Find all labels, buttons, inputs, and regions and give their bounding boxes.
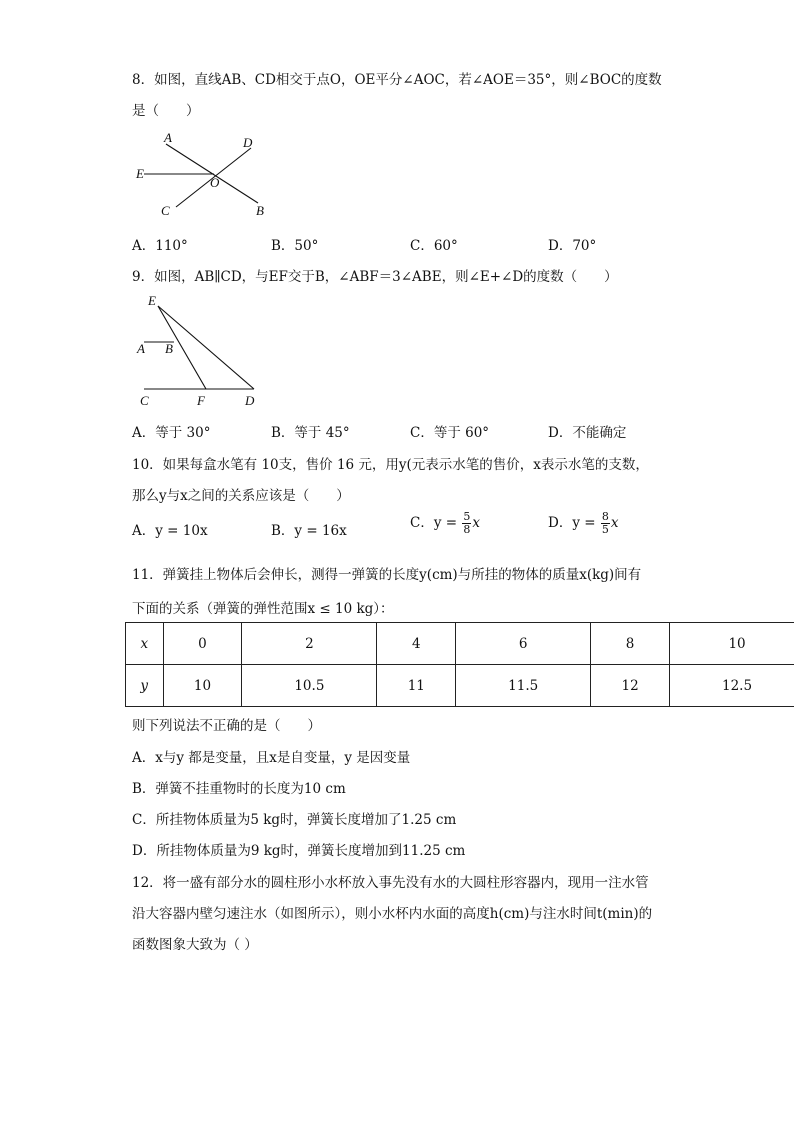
table-header-x: x xyxy=(126,623,164,665)
q10-option-d-denominator: 5 xyxy=(601,523,609,536)
table-cell: 2 xyxy=(242,623,377,665)
q8-label-e: E xyxy=(136,166,144,181)
q10-option-c xyxy=(410,511,480,536)
table-cell: 8 xyxy=(591,623,670,665)
q12-stem-line3: 函数图象大致为（ ） xyxy=(132,937,258,953)
q11-option-a: A．x与y 都是变量，且x是自变量，y 是因变量 xyxy=(132,750,411,766)
q11-prompt: 则下列说法不正确的是（ ） xyxy=(132,718,321,734)
q9-option-a: A．等于 30° xyxy=(132,425,211,441)
q10-option-d-fraction xyxy=(601,511,610,536)
q11-stem-line2: 下面的关系（弹簧的弹性范围x ≤ 10 kg）： xyxy=(132,601,394,617)
q11-option-b: B．弹簧不挂重物时的长度为10 cm xyxy=(132,781,346,797)
q9-label-d: D xyxy=(245,393,255,408)
q10-option-d xyxy=(548,511,618,536)
table-header-y: y xyxy=(126,665,164,707)
q9-label-f: F xyxy=(197,393,205,408)
q8-option-d: D．70° xyxy=(548,238,597,254)
table-cell: 12.5 xyxy=(670,665,794,707)
q9-figure xyxy=(132,292,272,412)
q11-option-c: C．所挂物体质量为5 kg时，弹簧长度增加了1.25 cm xyxy=(132,812,457,828)
q8-option-a: A．110° xyxy=(132,238,188,254)
q9-label-c: C xyxy=(140,393,149,408)
q9-stem: 9．如图，AB∥CD，与EF交于B，∠ABF＝3∠ABE，则∠E+∠D的度数（ ） xyxy=(132,269,618,285)
q9-option-b: B．等于 45° xyxy=(271,425,350,441)
q10-stem-line2: 那么y与x之间的关系应该是（ ） xyxy=(132,488,350,504)
q8-stem-line2: 是（ ） xyxy=(132,103,200,119)
table-cell: 10.5 xyxy=(242,665,377,707)
q10-option-d-prefix: D．y = xyxy=(548,515,596,531)
q8-figure xyxy=(130,128,280,223)
q10-option-c-fraction xyxy=(462,511,471,536)
table-row-y xyxy=(126,665,794,707)
q8-label-c: C xyxy=(161,203,170,218)
q10-option-d-suffix: x xyxy=(610,515,619,531)
q9-label-e: E xyxy=(148,293,156,308)
q9-label-b: B xyxy=(165,341,173,356)
q10-option-c-numerator: 5 xyxy=(463,510,471,523)
q8-label-a: A xyxy=(164,130,172,145)
q8-label-o: O xyxy=(210,175,220,190)
table-cell: 10 xyxy=(670,623,794,665)
q9-option-c: C．等于 60° xyxy=(410,425,490,441)
table-row-x xyxy=(126,623,794,665)
table-cell: 12 xyxy=(591,665,670,707)
q8-stem-line1: 8．如图，直线AB、CD相交于点O，OE平分∠AOC，若∠AOE＝35°，则∠BOC的度数 xyxy=(132,72,662,88)
q8-label-b: B xyxy=(256,203,264,218)
q12-stem-line1: 12．将一盛有部分水的圆柱形小水杯放入事先没有水的大圆柱形容器内，现用一注水管 xyxy=(132,875,649,891)
q11-stem-line1: 11．弹簧挂上物体后会伸长，测得一弹簧的长度y(cm)与所挂的物体的质量x(kg)间有 xyxy=(132,567,642,583)
q8-option-c: C．60° xyxy=(410,238,458,254)
q10-option-c-denominator: 8 xyxy=(463,523,471,536)
q8-option-b: B．50° xyxy=(271,238,319,254)
table-cell: 6 xyxy=(456,623,591,665)
q11-option-d: D．所挂物体质量为9 kg时，弹簧长度增加到11.25 cm xyxy=(132,843,466,859)
q10-stem-line1: 10．如果每盒水笔有 10支，售价 16 元，用y(元表示水笔的售价，x表示水笔的支数， xyxy=(132,457,649,473)
table-cell: 4 xyxy=(377,623,456,665)
table-cell: 11 xyxy=(377,665,456,707)
q12-stem-line2: 沿大容器内壁匀速注水（如图所示），则小水杯内水面的高度h(cm)与注水时间t(min)的 xyxy=(132,906,653,922)
q10-option-c-prefix: C．y = xyxy=(410,515,458,531)
q10-option-b: B．y = 16x xyxy=(271,523,347,539)
q10-option-c-suffix: x xyxy=(472,515,480,531)
table-cell: 11.5 xyxy=(456,665,591,707)
q10-option-a: A．y = 10x xyxy=(132,523,208,539)
q10-option-d-numerator: 8 xyxy=(601,510,609,523)
q11-data-table xyxy=(125,622,794,707)
q9-option-d: D．不能确定 xyxy=(548,425,627,441)
q8-label-d: D xyxy=(243,135,253,150)
table-cell: 10 xyxy=(163,665,242,707)
table-cell: 0 xyxy=(163,623,242,665)
q9-label-a: A xyxy=(137,341,145,356)
